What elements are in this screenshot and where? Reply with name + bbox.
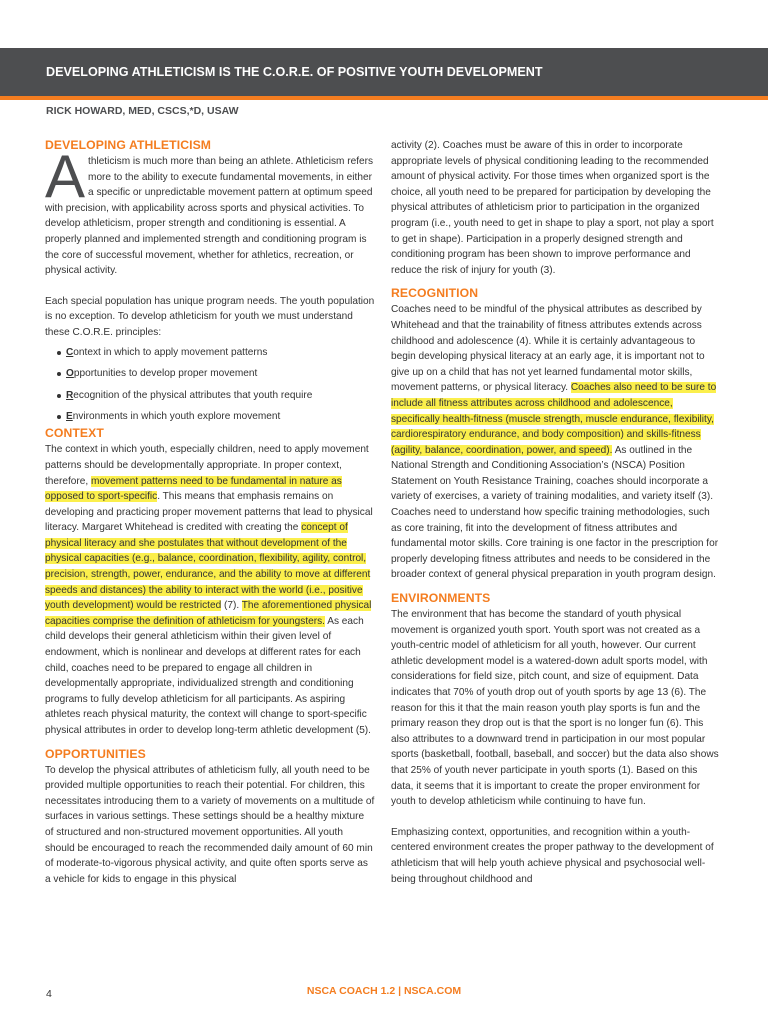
environments-paragraph: The environment that has become the standard of youth physical movement is organized youth sport. Youth sport was not created as a youth-centric model of athleticism for all youth, however. Our current athletic development model is a watered-down adult sports model, with considerations for field size, pitch count, and size of equipment. Data indicates that 70% of youth drop out of youth sports by age 13 (6). The reason for this it that the main reason youth play sports is fun and the primary reason they drop out is that the sport is no longer fun (6). This also attributes to a downward trend in participation in our most popular sports (basketball, football, baseball, and soccer) but the data also shows that 25% of youth never participate in youth sports (1). Based on this data, it seems that it is important to create the proper environment for youth to develop athleticism while continuing to have fun.	[391, 609, 719, 808]
heading-opportunities: OPPORTUNITIES	[45, 746, 146, 761]
article-title: DEVELOPING ATHLETICISM IS THE C.O.R.E. OF POSITIVE YOUTH DEVELOPMENT	[46, 65, 543, 79]
left-column	[45, 138, 375, 887]
list-item: Opportunities to develop proper movement	[45, 366, 375, 388]
heading-environments: ENVIRONMENTS	[391, 591, 491, 606]
heading-recognition: RECOGNITION	[391, 286, 479, 301]
bullet-icon	[57, 372, 61, 376]
context-paragraph: The context in which youth, especially children, need to apply movement patterns should be developmentally appropriate. In proper context, therefore, movement patterns need to be fundamental in nature as opposed to sport-specific. This means that emphasis remains on developing and practicing proper movement patterns that lead to physical literacy. Margaret Whitehead is credited with creating the concept of physical literacy and she postulates that without development of the physical capacities (e.g., balance, coordination, flexibility, agility, control, precision, strength, power, endurance, and the ability to move at different speeds and distances) the ability to interact with the world (i.e., positive youth development) would be restricted (7). The aforementioned physical capacities comprise the definition of athleticism for youngsters. As each child develops their general athleticism within their given level of endowment, which is nonlinear and develops at different rates for each child, coaches need to be prepared to engage all children in developmentally appropriate, individualized strength and conditioning programs to fully develop athleticism for all participants. As aspiring athletes reach physical maturity, the context will change to sport-specific physical attributes in order to develop long-term athletic development (5).	[45, 444, 373, 736]
page-number: 4	[46, 988, 52, 1000]
intro-text: thleticism is much more than being an athlete. Athleticism refers more to the ability to execute fundamental movements, in either a specific or unpredictable movement pattern at optimum speed with precision, with applicability across sports and physical activities. To develop athleticism, proper strength and conditioning is essential. A properly planned and implemented strength and conditioning program is the core of successful movement, whether for athletics, recreation, or physical activity.	[45, 156, 374, 277]
closing-paragraph: Emphasizing context, opportunities, and recognition within a youth-centered environment creates the proper pathway to the development of athleticism that will help youth achieve physical and psychosocial well-being throughout childhood and	[391, 826, 714, 885]
heading-context: CONTEXT	[45, 426, 104, 441]
author-byline: RICK HOWARD, MED, CSCS,*D, USAW	[46, 105, 239, 117]
bullet-icon	[57, 351, 61, 355]
heading-developing-athleticism: DEVELOPING ATHLETICISM	[45, 138, 212, 152]
opportunities-paragraph: To develop the physical attributes of athleticism fully, all youth need to be provided multiple opportunities to reach their potential. For children, this necessitates introducing them to a variety of movements on a multitude of surfaces in various settings. These settings should be a healthy mixture of structured and non-structured movement opportunities. All youth should be encouraged to reach the recommended daily amount of 60 min of moderate-to-vigorous physical activity, and quite often sports serve as a vehicle for kids to engage in this physical	[45, 764, 375, 885]
list-item: Context in which to apply movement patterns	[45, 345, 375, 367]
footer-brand: NSCA COACH 1.2 | NSCA.COM	[306, 985, 462, 997]
highlighted-text: The aforementioned physical capacities comprise the definition of athleticism for youngsters.	[45, 600, 372, 627]
right-column	[391, 138, 721, 887]
highlighted-text: movement patterns need to be fundamental in nature as opposed to sport-specific	[45, 475, 342, 503]
opportunities-paragraph-continued: activity (2). Coaches must be aware of this in order to incorporate appropriate levels of physical conditioning leading to the recommended amount of physical activity. For those times when organized sport is the choice, all youth need to be prepared for participation by developing the physical attributes of athleticism prior to participation in the organized program (i.e., youth need to get in shape to play a sport, not play a sport to get in shape). Participation in a properly designed strength and conditioning program has been shown to improve performance and reduce the risk of injury for youth (3).	[391, 140, 714, 276]
recognition-paragraph: Coaches need to be mindful of the physical attributes as described by Whitehead and that the trainability of fitness attributes extends across childhood and adolescence (4). While it is certainly advantageous to begin developing physical literacy at an early age, it is important not to give up on a child that has not yet learned fundamental motor skills, movement patterns, or physical literacy. Coaches also need to be sure to include all fitness attributes across childhood and adolescence, specifically health-fitness (muscle strength, muscle endurance, flexibility, cardiorespiratory endurance, and body composition) and skills-fitness (agility, balance, coordination, power, and speed). As outlined in the National Strength and Conditioning Association’s (NSCA) Position Statement on Youth Resistance Training, coaches should incorporate a variety of exercises, a variety of training modalities, and variety itself (3). Coaches need to understand how specific training methodologies, such as core training, fit into the development of fitness attributes and fundamental motor skills. Core training is one factor in the prescription for properly developing fitness attributes and needs to be considered in the broader context of general physical preparation in youth program design.	[391, 304, 719, 581]
drop-cap: A	[45, 143, 86, 210]
principles-intro-paragraph: Each special population has unique program needs. The youth population is no exception. To develop athleticism for youth we must understand these C.O.R.E. principles:	[45, 295, 375, 338]
core-principles-list	[45, 345, 375, 427]
highlighted-text: Coaches also need to be sure to include all fitness attributes across childhood and adolescence, specifically health-fitness (muscle strength, muscle endurance, flexibility, cardiorespiratory endurance, and body composition) and skills-fitness (agility, balance, coordination, power, and speed).	[391, 382, 717, 456]
accent-rule	[0, 96, 768, 100]
list-item: Environments in which youth explore movement	[45, 409, 375, 426]
highlighted-text: concept of physical literacy and she postulates that without development of the physical capacities (e.g., balance, coordination, flexibility, agility, control, precision, strength, power, endurance, and the ability to move at different speeds and distances) the ability to interact with the world (i.e., positive youth development) would be restricted	[45, 522, 371, 612]
title-banner	[0, 48, 768, 96]
bullet-icon	[57, 394, 61, 398]
list-item: Recognition of the physical attributes that youth require	[45, 388, 375, 410]
bullet-icon	[57, 415, 61, 419]
